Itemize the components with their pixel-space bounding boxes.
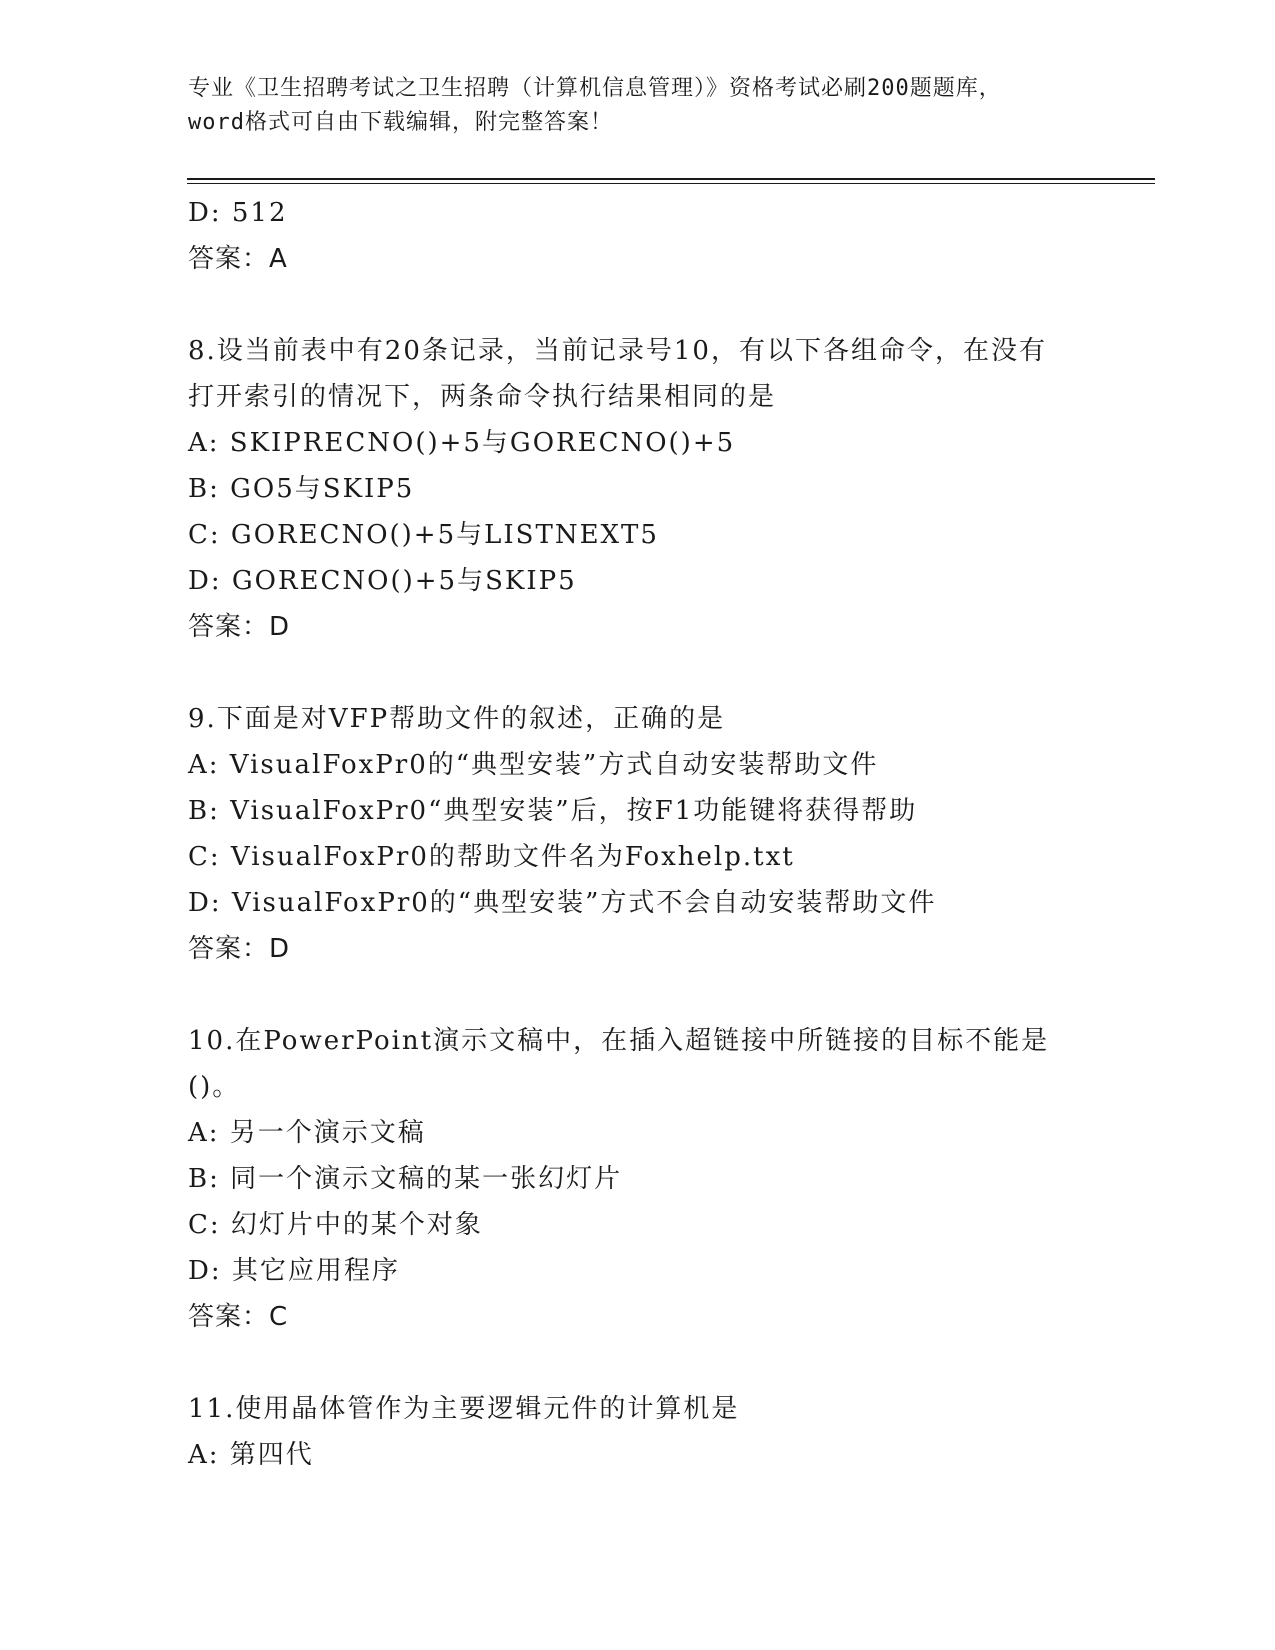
question-text: 8.设当前表中有20条记录，当前记录号10，有以下各组命令，在没有 [188,336,1047,366]
question-content [188,190,1088,1478]
option-b: B: VisualFoxPr0“典型安装”后，按F1功能键将获得帮助 [188,796,918,826]
option-d: D: 512 [188,198,288,228]
header-rule-thick [187,178,1155,180]
question-text: 9.下面是对VFP帮助文件的叙述，正确的是 [188,704,726,734]
option-d: D: VisualFoxPr0的“典型安装”方式不会自动安装帮助文件 [188,888,937,918]
question-block-9 [188,696,1088,972]
spacer [188,1340,1088,1386]
question-block-8 [188,328,1088,650]
header-line-2: word格式可自由下载编辑，附完整答案！ [188,110,613,135]
question-text: 11.使用晶体管作为主要逻辑元件的计算机是 [188,1394,740,1424]
option-c: C: VisualFoxPr0的帮助文件名为Foxhelp.txt [188,842,795,872]
header-rule-thin [187,183,1155,184]
question-block-11 [188,1386,1088,1478]
option-d: D: GORECNO()+5与SKIP5 [188,566,577,596]
option-a: A: 第四代 [188,1440,314,1470]
spacer [188,650,1088,696]
option-a: A: SKIPRECNO()+5与GORECNO()+5 [188,428,736,458]
answer-line: 答案：C [188,1302,289,1332]
option-b: B: GO5与SKIP5 [188,474,415,504]
spacer [188,282,1088,328]
question-text: 10.在PowerPoint演示文稿中，在插入超链接中所链接的目标不能是 [188,1026,1050,1056]
answer-line: 答案：D [188,612,291,642]
option-d: D: 其它应用程序 [188,1256,400,1286]
answer-line: 答案：D [188,934,291,964]
spacer [188,972,1088,1018]
document-header [188,72,1088,140]
answer-line: 答案：A [188,244,288,274]
option-b: B: 同一个演示文稿的某一张幻灯片 [188,1164,623,1194]
option-a: A: VisualFoxPr0的“典型安装”方式自动安装帮助文件 [188,750,879,780]
question-text: 打开索引的情况下，两条命令执行结果相同的是 [188,382,777,412]
question-block-10 [188,1018,1088,1340]
option-c: C: GORECNO()+5与LISTNEXT5 [188,520,659,550]
option-a: A: 另一个演示文稿 [188,1118,426,1148]
question-text: ()。 [188,1072,241,1102]
option-c: C: 幻灯片中的某个对象 [188,1210,483,1240]
header-line-1: 专业《卫生招聘考试之卫生招聘（计算机信息管理）》资格考试必刷200题题库， [188,76,1002,101]
